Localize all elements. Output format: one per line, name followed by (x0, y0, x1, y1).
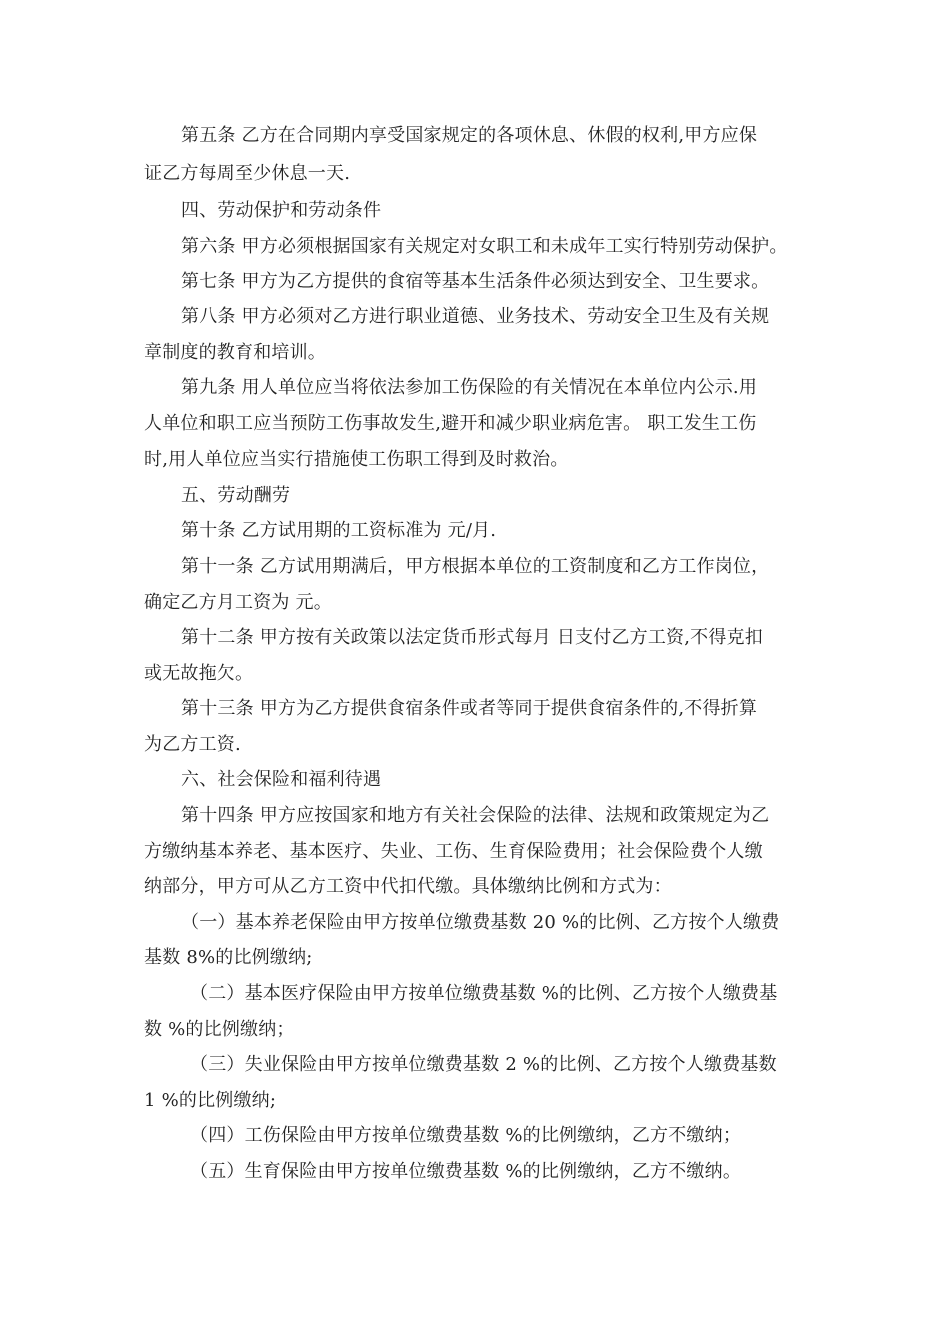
paragraph-article-8-line-2: 章制度的教育和培训。 (144, 342, 326, 363)
paragraph-article-9-line-2: 人单位和职工应当预防工伤事故发生,避开和减少职业病危害。 职工发生工伤 (144, 413, 757, 434)
section-heading-5: 五、劳动酬劳 (181, 485, 291, 506)
paragraph-article-14-line-2: 方缴纳基本养老、基本医疗、失业、工伤、生育保险费用；社会保险费个人缴 (144, 841, 763, 862)
paragraph-article-5-line-2: 证乙方每周至少休息一天. (144, 163, 351, 184)
paragraph-article-10: 第十条 乙方试用期的工资标准为 元/月. (181, 520, 497, 541)
list-item-3-line-2: 1 %的比例缴纳; (144, 1090, 277, 1111)
list-item-4: （四）工伤保险由甲方按单位缴费基数 %的比例缴纳，乙方不缴纳； (190, 1125, 742, 1146)
list-item-3-line-1: （三）失业保险由甲方按单位缴费基数 2 %的比例、乙方按个人缴费基数 (190, 1054, 777, 1075)
paragraph-article-14-line-1: 第十四条 甲方应按国家和地方有关社会保险的法律、法规和政策规定为乙 (181, 805, 770, 826)
list-item-1-line-2: 基数 8%的比例缴纳; (144, 947, 313, 968)
paragraph-article-5-line-1: 第五条 乙方在合同期内享受国家规定的各项休息、休假的权利,甲方应保 (181, 125, 758, 146)
list-item-1-line-1: （一）基本养老保险由甲方按单位缴费基数 20 %的比例、乙方按个人缴费 (181, 912, 780, 933)
paragraph-article-12-line-1: 第十二条 甲方按有关政策以法定货币形式每月 日支付乙方工资,不得克扣 (181, 627, 763, 648)
paragraph-article-7: 第七条 甲方为乙方提供的食宿等基本生活条件必须达到安全、卫生要求。 (181, 271, 770, 292)
paragraph-article-9-line-3: 时,用人单位应当实行措施使工伤职工得到及时救治。 (144, 449, 569, 470)
paragraph-article-8-line-1: 第八条 甲方必须对乙方进行职业道德、业务技术、劳动安全卫生及有关规 (181, 306, 770, 327)
paragraph-article-11-line-2: 确定乙方月工资为 元。 (144, 592, 332, 613)
paragraph-article-13-line-1: 第十三条 甲方为乙方提供食宿条件或者等同于提供食宿条件的,不得折算 (181, 698, 758, 719)
list-item-2-line-2: 数 %的比例缴纳； (144, 1019, 295, 1040)
section-heading-6: 六、社会保险和福利待遇 (181, 769, 382, 790)
paragraph-article-13-line-2: 为乙方工资. (144, 734, 241, 755)
list-item-2-line-1: （二）基本医疗保险由甲方按单位缴费基数 %的比例、乙方按个人缴费基 (190, 983, 778, 1004)
paragraph-article-14-line-3: 纳部分，甲方可从乙方工资中代扣代缴。具体缴纳比例和方式为： (144, 876, 672, 897)
paragraph-article-6: 第六条 甲方必须根据国家有关规定对女职工和未成年工实行特别劳动保护。 (181, 236, 788, 257)
list-item-5: （五）生育保险由甲方按单位缴费基数 %的比例缴纳，乙方不缴纳。 (190, 1161, 742, 1182)
paragraph-article-9-line-1: 第九条 用人单位应当将依法参加工伤保险的有关情况在本单位内公示.用 (181, 377, 758, 398)
paragraph-article-11-line-1: 第十一条 乙方试用期满后，甲方根据本单位的工资制度和乙方工作岗位， (181, 556, 770, 577)
section-heading-4: 四、劳动保护和劳动条件 (181, 200, 382, 221)
paragraph-article-12-line-2: 或无故拖欠。 (144, 663, 254, 684)
